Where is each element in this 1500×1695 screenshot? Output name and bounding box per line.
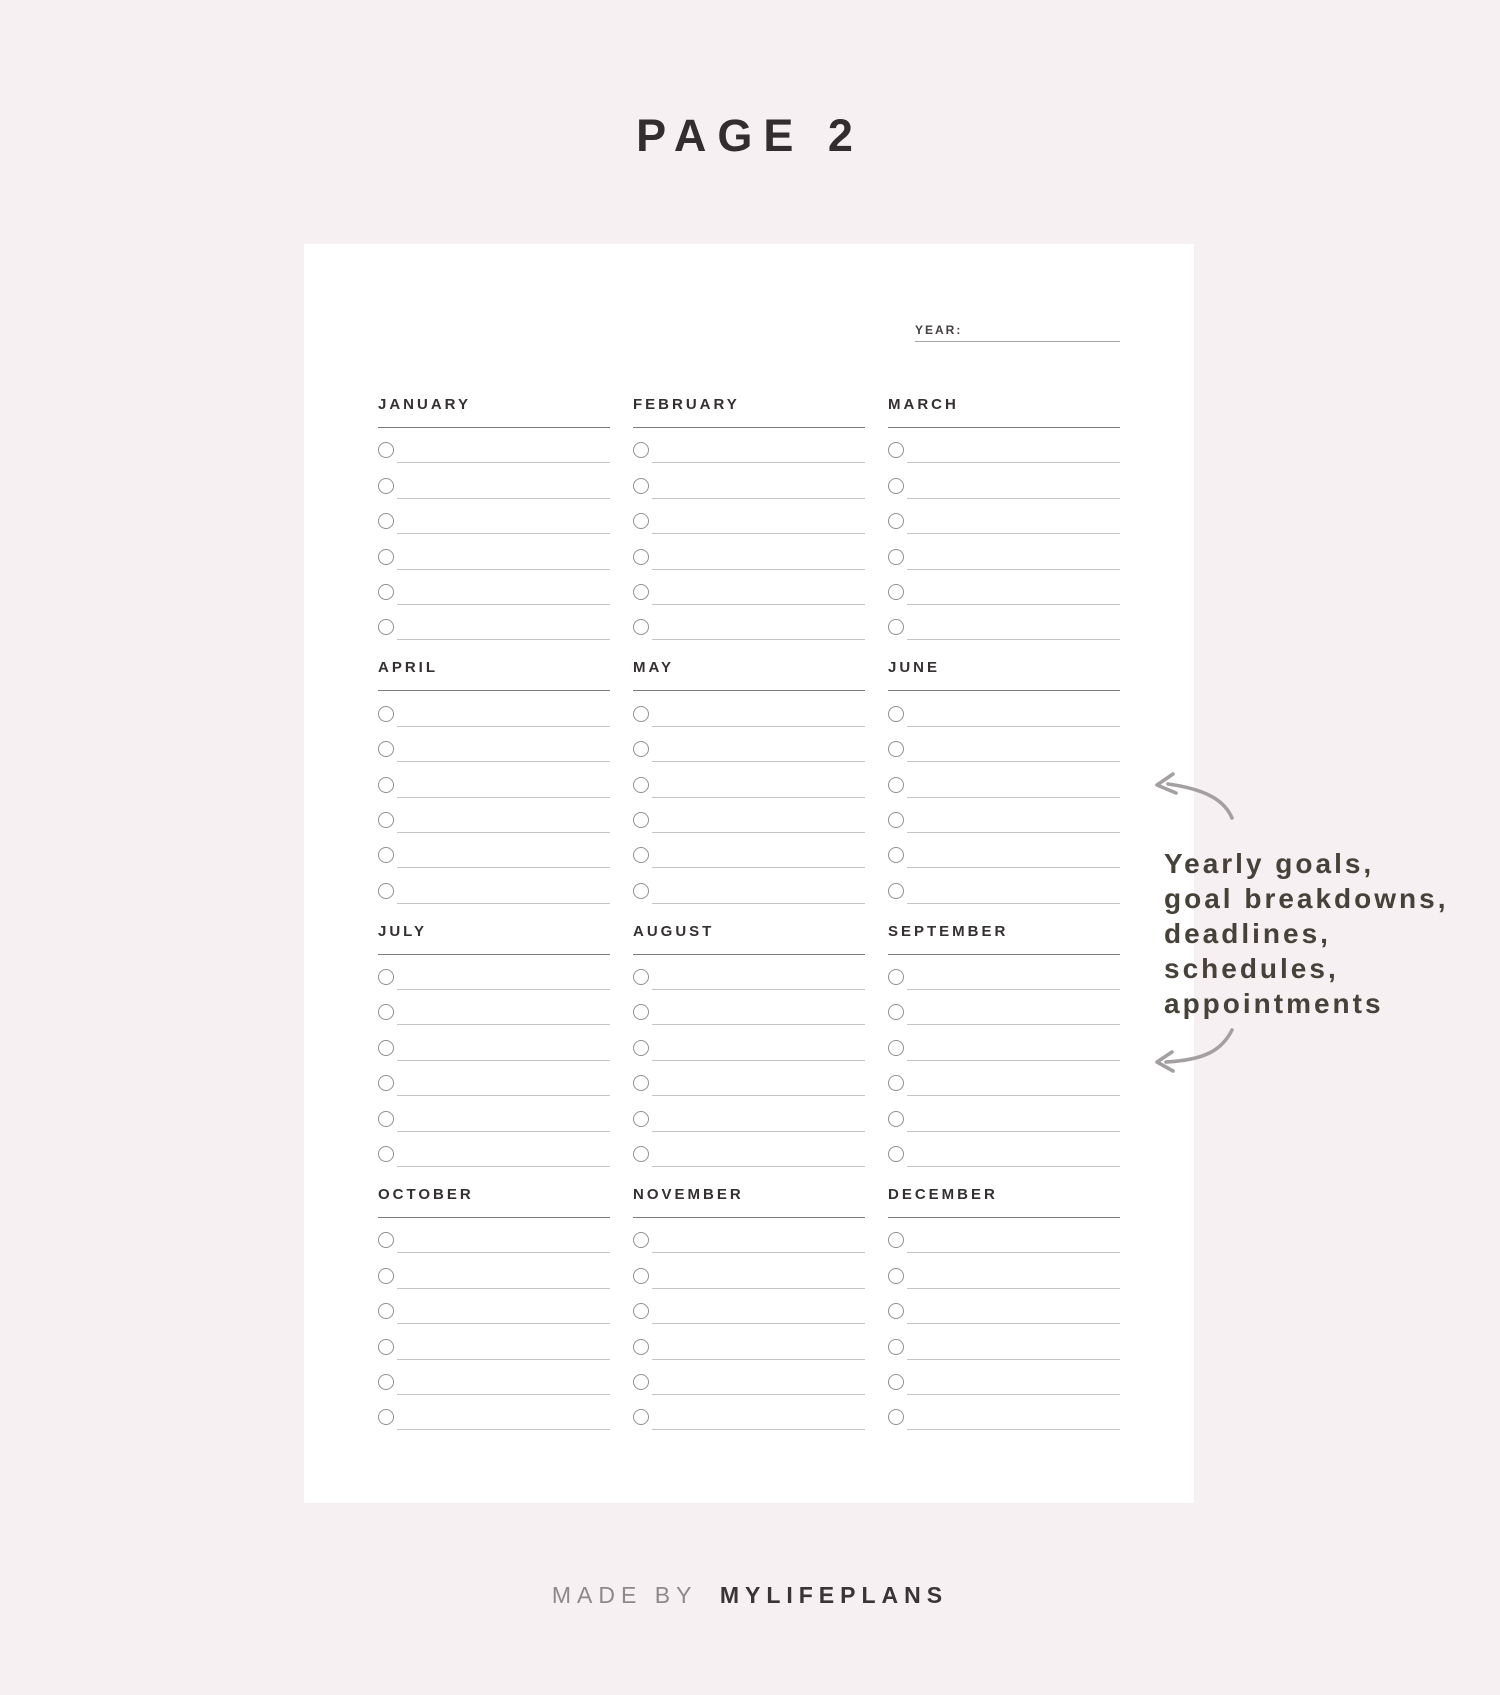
goal-slot-row <box>633 1132 865 1167</box>
goal-slot-row <box>888 534 1120 569</box>
goal-slot-row <box>378 955 610 990</box>
year-field <box>915 323 1120 342</box>
blank-writing-line <box>397 903 610 904</box>
goal-slot-row <box>378 1360 610 1395</box>
month-name: NOVEMBER <box>633 1187 865 1218</box>
blank-writing-line <box>652 1429 865 1430</box>
checkbox-circle-icon <box>633 1075 649 1091</box>
goal-slot-row <box>378 499 610 534</box>
checkbox-circle-icon <box>633 619 649 635</box>
month-name: SEPTEMBER <box>888 924 1120 955</box>
month-block <box>378 660 610 903</box>
goal-slot-row <box>888 955 1120 990</box>
checkbox-circle-icon <box>888 1268 904 1284</box>
checkbox-circle-icon <box>633 847 649 863</box>
checkbox-circle-icon <box>633 478 649 494</box>
annotation-line: appointments <box>1164 988 1384 1019</box>
checkbox-circle-icon <box>378 969 394 985</box>
month-name: OCTOBER <box>378 1187 610 1218</box>
month-name: MARCH <box>888 397 1120 428</box>
goal-slot-row <box>888 570 1120 605</box>
checkbox-circle-icon <box>888 741 904 757</box>
goal-slot-row <box>888 428 1120 463</box>
goal-slot-row <box>378 1289 610 1324</box>
goal-slot-row <box>378 534 610 569</box>
month-block <box>888 924 1120 1167</box>
checkbox-circle-icon <box>633 1268 649 1284</box>
checkbox-circle-icon <box>633 1111 649 1127</box>
checkbox-circle-icon <box>888 969 904 985</box>
blank-writing-line <box>907 903 1120 904</box>
goal-slot-row <box>633 1096 865 1131</box>
checkbox-circle-icon <box>633 706 649 722</box>
goal-slot-row <box>378 1096 610 1131</box>
goal-slot-row <box>633 691 865 726</box>
month-name: JULY <box>378 924 610 955</box>
checkbox-circle-icon <box>378 706 394 722</box>
checkbox-circle-icon <box>378 812 394 828</box>
checkbox-circle-icon <box>378 619 394 635</box>
checkbox-circle-icon <box>633 969 649 985</box>
checkbox-circle-icon <box>633 1303 649 1319</box>
goal-slot-row <box>633 868 865 903</box>
checkbox-circle-icon <box>888 584 904 600</box>
goal-slot-row <box>633 798 865 833</box>
checkbox-circle-icon <box>378 478 394 494</box>
goal-slot-row <box>888 1096 1120 1131</box>
goal-slot-row <box>633 833 865 868</box>
goal-slot-row <box>633 499 865 534</box>
checkbox-circle-icon <box>633 883 649 899</box>
month-name: JANUARY <box>378 397 610 428</box>
brand-name: MYLIFEPLANS <box>719 1582 949 1608</box>
goal-slot-row <box>888 727 1120 762</box>
arrow-down-left-icon <box>1157 1030 1232 1071</box>
checkbox-circle-icon <box>633 1232 649 1248</box>
annotation-line: deadlines, <box>1164 918 1331 949</box>
checkbox-circle-icon <box>378 847 394 863</box>
checkbox-circle-icon <box>888 1232 904 1248</box>
month-block <box>378 397 610 640</box>
goal-slot-row <box>633 727 865 762</box>
goal-slot-row <box>378 990 610 1025</box>
checkbox-circle-icon <box>378 1409 394 1425</box>
goal-slot-row <box>633 955 865 990</box>
annotation-line: schedules, <box>1164 953 1339 984</box>
goal-slot-row <box>378 1025 610 1060</box>
month-block <box>888 660 1120 903</box>
checkbox-circle-icon <box>378 1111 394 1127</box>
month-name: DECEMBER <box>888 1187 1120 1218</box>
goal-slot-row <box>378 1324 610 1359</box>
goal-slot-row <box>888 868 1120 903</box>
checkbox-circle-icon <box>888 1146 904 1162</box>
checkbox-circle-icon <box>378 741 394 757</box>
checkbox-circle-icon <box>378 584 394 600</box>
goal-slot-row <box>378 1253 610 1288</box>
checkbox-circle-icon <box>378 1146 394 1162</box>
checkbox-circle-icon <box>378 1374 394 1390</box>
checkbox-circle-icon <box>633 1146 649 1162</box>
checkbox-circle-icon <box>633 513 649 529</box>
goal-slot-row <box>888 499 1120 534</box>
checkbox-circle-icon <box>633 549 649 565</box>
goal-slot-row <box>633 605 865 640</box>
checkbox-circle-icon <box>888 1409 904 1425</box>
goal-slot-row <box>633 1395 865 1430</box>
goal-slot-row <box>888 1132 1120 1167</box>
checkbox-circle-icon <box>378 442 394 458</box>
goal-slot-row <box>378 605 610 640</box>
checkbox-circle-icon <box>378 549 394 565</box>
checkbox-circle-icon <box>633 584 649 600</box>
annotation-arrows <box>1140 760 1260 1090</box>
checkbox-circle-icon <box>633 1374 649 1390</box>
month-name: JUNE <box>888 660 1120 691</box>
checkbox-circle-icon <box>378 1268 394 1284</box>
month-block <box>378 1187 610 1430</box>
checkbox-circle-icon <box>633 777 649 793</box>
blank-writing-line <box>397 639 610 640</box>
month-block <box>633 660 865 903</box>
blank-writing-line <box>652 903 865 904</box>
goal-slot-row <box>378 727 610 762</box>
checkbox-circle-icon <box>633 442 649 458</box>
month-block <box>378 924 610 1167</box>
goal-slot-row <box>888 463 1120 498</box>
page-title: PAGE 2 <box>636 110 864 161</box>
goal-slot-row <box>888 1360 1120 1395</box>
checkbox-circle-icon <box>888 1075 904 1091</box>
goal-slot-row <box>378 1218 610 1253</box>
checkbox-circle-icon <box>888 1303 904 1319</box>
goal-slot-row <box>378 762 610 797</box>
goal-slot-row <box>633 463 865 498</box>
goal-slot-row <box>888 691 1120 726</box>
goal-slot-row <box>378 691 610 726</box>
checkbox-circle-icon <box>378 1040 394 1056</box>
month-block <box>888 397 1120 640</box>
month-name: MAY <box>633 660 865 691</box>
annotation-line: Yearly goals, <box>1164 848 1375 879</box>
goal-slot-row <box>378 570 610 605</box>
checkbox-circle-icon <box>378 1075 394 1091</box>
goal-slot-row <box>888 1025 1120 1060</box>
calendar-grid <box>378 397 1120 1430</box>
arrow-up-left-icon <box>1157 774 1232 818</box>
month-block <box>888 1187 1120 1430</box>
checkbox-circle-icon <box>888 513 904 529</box>
checkbox-circle-icon <box>888 777 904 793</box>
goal-slot-row <box>378 868 610 903</box>
month-block <box>633 397 865 640</box>
blank-writing-line <box>907 1429 1120 1430</box>
goal-slot-row <box>888 990 1120 1025</box>
checkbox-circle-icon <box>378 1339 394 1355</box>
checkbox-circle-icon <box>888 1040 904 1056</box>
month-name: AUGUST <box>633 924 865 955</box>
checkbox-circle-icon <box>888 1004 904 1020</box>
goal-slot-row <box>888 1061 1120 1096</box>
checkbox-circle-icon <box>633 1004 649 1020</box>
checkbox-circle-icon <box>888 619 904 635</box>
checkbox-circle-icon <box>888 812 904 828</box>
goal-slot-row <box>888 1289 1120 1324</box>
checkbox-circle-icon <box>633 1339 649 1355</box>
checkbox-circle-icon <box>378 777 394 793</box>
checkbox-circle-icon <box>888 847 904 863</box>
blank-writing-line <box>907 639 1120 640</box>
goal-slot-row <box>633 990 865 1025</box>
made-by-text: MADE BY <box>551 1582 698 1608</box>
blank-writing-line <box>652 1166 865 1167</box>
checkbox-circle-icon <box>888 883 904 899</box>
goal-slot-row <box>378 1061 610 1096</box>
checkbox-circle-icon <box>378 1232 394 1248</box>
checkbox-circle-icon <box>888 1374 904 1390</box>
goal-slot-row <box>888 1218 1120 1253</box>
goal-slot-row <box>888 762 1120 797</box>
goal-slot-row <box>633 1324 865 1359</box>
month-block <box>633 924 865 1167</box>
checkbox-circle-icon <box>378 1004 394 1020</box>
goal-slot-row <box>888 1324 1120 1359</box>
checkbox-circle-icon <box>633 812 649 828</box>
blank-writing-line <box>397 1166 610 1167</box>
goal-slot-row <box>888 833 1120 868</box>
goal-slot-row <box>888 1253 1120 1288</box>
checkbox-circle-icon <box>888 1111 904 1127</box>
goal-slot-row <box>378 833 610 868</box>
checkbox-circle-icon <box>888 549 904 565</box>
checkbox-circle-icon <box>633 1409 649 1425</box>
goal-slot-row <box>378 798 610 833</box>
goal-slot-row <box>888 1395 1120 1430</box>
blank-writing-line <box>907 1166 1120 1167</box>
goal-slot-row <box>378 463 610 498</box>
checkbox-circle-icon <box>378 1303 394 1319</box>
footer-credit <box>0 1582 1500 1609</box>
goal-slot-row <box>633 762 865 797</box>
checkbox-circle-icon <box>888 478 904 494</box>
goal-slot-row <box>378 1395 610 1430</box>
blank-writing-line <box>652 639 865 640</box>
goal-slot-row <box>633 1025 865 1060</box>
goal-slot-row <box>633 428 865 463</box>
blank-writing-line <box>397 1429 610 1430</box>
checkbox-circle-icon <box>888 442 904 458</box>
planner-sheet <box>304 244 1194 1503</box>
checkbox-circle-icon <box>633 741 649 757</box>
goal-slot-row <box>633 1061 865 1096</box>
goal-slot-row <box>888 605 1120 640</box>
checkbox-circle-icon <box>888 706 904 722</box>
goal-slot-row <box>633 1218 865 1253</box>
goal-slot-row <box>633 1360 865 1395</box>
checkbox-circle-icon <box>633 1040 649 1056</box>
checkbox-circle-icon <box>378 883 394 899</box>
goal-slot-row <box>633 1253 865 1288</box>
checkbox-circle-icon <box>888 1339 904 1355</box>
checkbox-circle-icon <box>378 513 394 529</box>
goal-slot-row <box>378 428 610 463</box>
goal-slot-row <box>888 798 1120 833</box>
year-blank-line <box>915 337 1120 342</box>
goal-slot-row <box>633 570 865 605</box>
annotation-line: goal breakdowns, <box>1164 883 1449 914</box>
year-label: YEAR: <box>915 323 963 337</box>
month-name: FEBRUARY <box>633 397 865 428</box>
goal-slot-row <box>633 534 865 569</box>
goal-slot-row <box>378 1132 610 1167</box>
month-block <box>633 1187 865 1430</box>
month-name: APRIL <box>378 660 610 691</box>
goal-slot-row <box>633 1289 865 1324</box>
